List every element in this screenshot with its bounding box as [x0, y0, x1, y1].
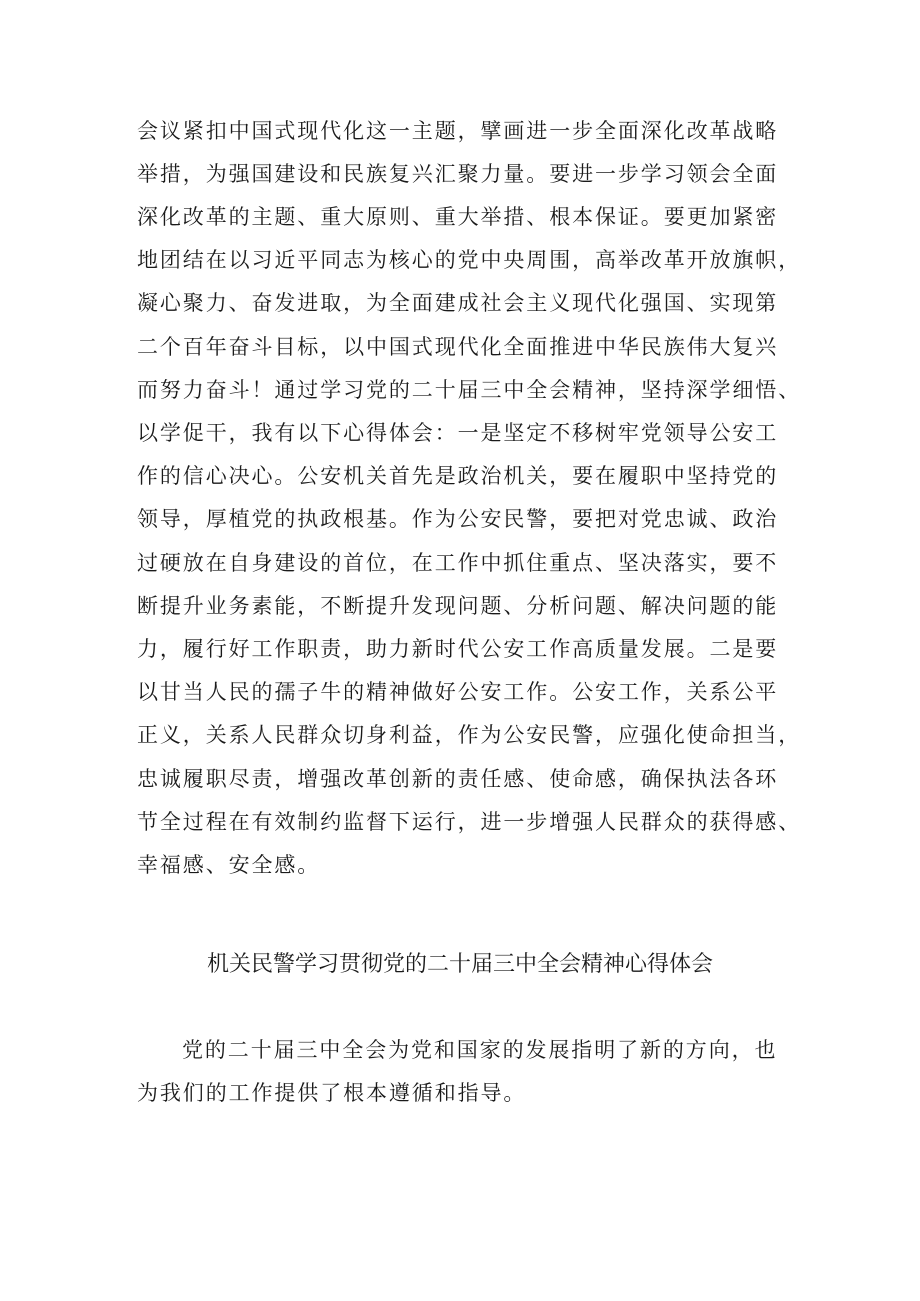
paragraph-line: 深化改革的主题、重大原则、重大举措、根本保证。要更加紧密 — [137, 205, 779, 229]
paragraph-line: 节全过程在有效制约监督下运行，进一步增强人民群众的获得感、 — [137, 810, 802, 834]
paragraph-line: 举措，为强国建设和民族复兴汇聚力量。要进一步学习领会全面 — [137, 162, 779, 186]
paragraph-line: 以学促干，我有以下心得体会：一是坚定不移树牢党领导公安工 — [137, 421, 779, 445]
paragraph-line: 力，履行好工作职责，助力新时代公安工作高质量发展。二是要 — [137, 637, 779, 661]
paragraph-line: 会议紧扣中国式现代化这一主题，擘画进一步全面深化改革战略 — [137, 119, 779, 143]
paragraph-line: 为我们的工作提供了根本遵循和指导。 — [137, 1081, 527, 1105]
paragraph-line: 凝心聚力、奋发进取，为全面建成社会主义现代化强国、实现第 — [137, 291, 779, 315]
paragraph-line: 领导，厚植党的执政根基。作为公安民警，要把对党忠诚、政治 — [137, 507, 779, 531]
paragraph-line: 地团结在以习近平同志为核心的党中央周围，高举改革开放旗帜， — [137, 248, 802, 272]
section-heading: 机关民警学习贯彻党的二十届三中全会精神心得体会 — [206, 952, 713, 977]
paragraph-line: 二个百年奋斗目标，以中国式现代化全面推进中华民族伟大复兴 — [137, 335, 779, 359]
paragraph-line: 断提升业务素能，不断提升发现问题、分析问题、解决问题的能 — [137, 594, 779, 618]
paragraph-line: 过硬放在自身建设的首位，在工作中抓住重点、坚决落实，要不 — [137, 551, 779, 575]
paragraph-line: 以甘当人民的孺子牛的精神做好公安工作。公安工作，关系公平 — [137, 680, 779, 704]
paragraph-line: 作的信心决心。公安机关首先是政治机关，要在履职中坚持党的 — [137, 464, 779, 488]
paragraph-line: 而努力奋斗！通过学习党的二十届三中全会精神，坚持深学细悟、 — [137, 378, 802, 402]
paragraph-line: 忠诚履职尽责，增强改革创新的责任感、使命感，确保执法各环 — [137, 767, 779, 791]
paragraph-line: 党的二十届三中全会为党和国家的发展指明了新的方向，也 — [182, 1038, 778, 1062]
paragraph-line: 幸福感、安全感。 — [137, 853, 321, 877]
paragraph-line: 正义，关系人民群众切身利益，作为公安民警，应强化使命担当， — [137, 723, 802, 747]
